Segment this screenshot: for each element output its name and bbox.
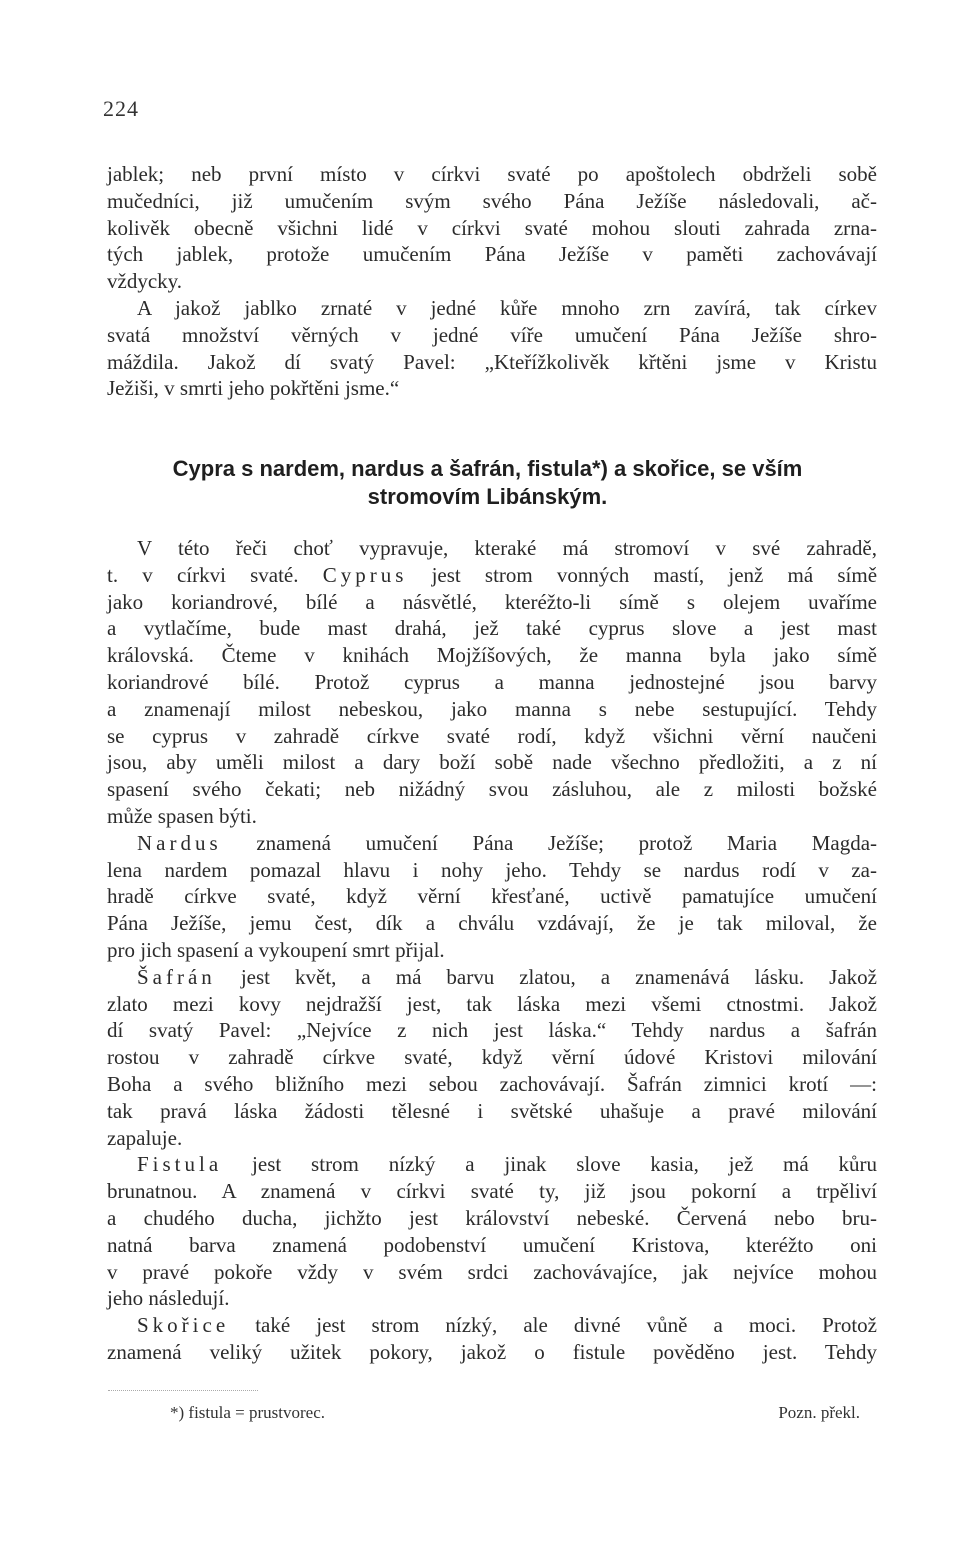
text-line: V této řeči choť vypravuje, kteraké má stromoví v své zahradě, — [137, 536, 877, 560]
paragraph-main — [107, 535, 877, 1366]
text-line: jako koriandrové, bílé a násvětlé, kteréžto-li símě s olejem uvaříme — [107, 589, 877, 614]
text-line: mučedníci, již umučením svým svého Pána Ježíše následovali, ač- — [107, 188, 877, 213]
text-line: zlato mezi kovy nejdražší jest, tak láska mezi všemi ctnostmi. Jakož — [107, 991, 877, 1016]
text-line: zapaluje. — [107, 1125, 183, 1150]
text-line: spasení svého čekati; neb nižádný svou zásluhou, ale z milosti božské — [107, 777, 877, 802]
text-line — [107, 830, 877, 857]
text-line: brunatnou. A znamená v církvi svaté ty, již jsou pokorní a trpěliví — [107, 1179, 877, 1204]
term-cyprus: Cyprus — [322, 562, 408, 587]
text-line: máždila. Jakož dí svatý Pavel: „Kteřížkolivěk křtěni jsme v Kristu — [107, 349, 877, 374]
text-line: natná barva znamená podobenství umučení Kristova, kteréžto oni — [107, 1232, 877, 1257]
text-fragment: také jest strom nízký, ale divné vůně a moci. Protož — [255, 1313, 877, 1338]
term-skorice: Skořice — [137, 1313, 230, 1338]
text-line: může spasen býti. — [107, 803, 257, 828]
text-line: a chudého ducha, jichžto jest království nebeské. Červená nebo bru- — [107, 1205, 877, 1230]
text-line: rostou v zahradě církve svaté, když věrní údové Kristovi milování — [107, 1045, 877, 1070]
footnote-divider — [108, 1390, 258, 1391]
paragraph-jablka — [107, 161, 877, 402]
text-fragment: jest strom nízký a jinak slove kasia, jež má kůru — [252, 1152, 877, 1177]
text-line: královská. Čteme v knihách Mojžíšových, že manna byla jako símě — [107, 643, 877, 668]
text-line: Boha a svého bližního mezi sebou zachovávají. Šafrán zimnici krotí —: — [107, 1071, 877, 1096]
text-line: svatá množství věrných v jedné víře umučení Pána Ježíše shro- — [107, 322, 877, 347]
text-line: hradě církve svaté, když věrní křesťané, uctivě pamatujíce umučení — [107, 884, 877, 909]
text-line: se cyprus v zahradě církve svaté rodí, když všichni věrní naučeni — [107, 723, 877, 748]
term-fistula: Fistula — [137, 1152, 223, 1177]
text-line: jablek; neb první místo v církvi svaté po apoštolech obdrželi sobě — [107, 162, 877, 186]
text-line — [107, 964, 877, 991]
text-line: a znamenají milost nebeskou, jako manna s nebe sestupující. Tehdy — [107, 696, 877, 721]
text-fragment: jest květ, a má barvu zlatou, a znamenává lásku. Jakož — [240, 964, 877, 989]
text-line: dí svatý Pavel: „Nejvíce z nich jest láska.“ Tehdy nardus a šafrán — [107, 1018, 877, 1043]
text-fragment: jest strom vonných mastí, jenž má símě — [431, 562, 878, 587]
heading-line: stromovím Libánským. — [367, 484, 608, 509]
text-line: v pravé pokoře vždy v svém srdci zachovávajíce, jak nejvíce mohou — [107, 1259, 877, 1284]
text-line — [107, 562, 877, 589]
footnote: *) fistula = prustvorec. — [170, 1403, 325, 1422]
text-line: tak pravá láska žádosti tělesné i světské uhašuje a pravé milování — [107, 1098, 877, 1123]
text-line: Pána Ježíše, jemu čest, dík a chválu vzdávají, že je tak miloval, že — [107, 911, 877, 936]
text-line — [107, 1312, 877, 1339]
text-line: a vytlačíme, bude mast drahá, jež také cyprus slove a jest mast — [107, 616, 877, 641]
term-safran: Šafrán — [137, 964, 216, 989]
text-line: A jakož jablko zrnaté v jedné kůře mnoho zrn zavírá, tak církev — [137, 295, 877, 320]
text-line: kolivěk obecně všichni lidé v církvi svaté mohou slouti zahrada zrna- — [107, 215, 877, 240]
text-fragment: znamená umučení Pána Ježíše; protož Maria Magda- — [256, 830, 878, 855]
text-line: pro jich spasení a vykoupení smrt přijal. — [107, 937, 445, 962]
text-line: tých jablek, protože umučením Pána Ježíše v paměti zachovávají — [107, 242, 877, 267]
text-line: lena nardem pomazal hlavu i nohy jeho. Tehdy se nardus rodí v za- — [107, 857, 877, 882]
text-line: koriandrové bílé. Protož cyprus a manna jednostejné jsou barvy — [107, 669, 877, 694]
text-line: jeho následují. — [107, 1286, 230, 1311]
translator-note: Pozn. překl. — [778, 1403, 860, 1422]
text-line — [107, 1151, 877, 1178]
page-number: 224 — [103, 96, 139, 121]
term-nardus: Nardus — [137, 830, 222, 855]
text-line: Ježiši, v smrti jeho pokřtěni jsme.“ — [107, 376, 400, 401]
heading-line: Cypra s nardem, nardus a šafrán, fistula*) a skořice, se vším — [172, 456, 803, 481]
section-heading — [95, 455, 880, 511]
text-line: znamená veliký užitek pokory, jakož o fistule pověděno jest. Tehdy — [107, 1339, 877, 1364]
text-line: jsou, aby uměli milost a dary boží sobě nade všechno předložiti, a z ní — [107, 750, 877, 775]
text-fragment: t. v církvi svaté. — [107, 562, 299, 587]
text-line: vždycky. — [107, 269, 183, 294]
